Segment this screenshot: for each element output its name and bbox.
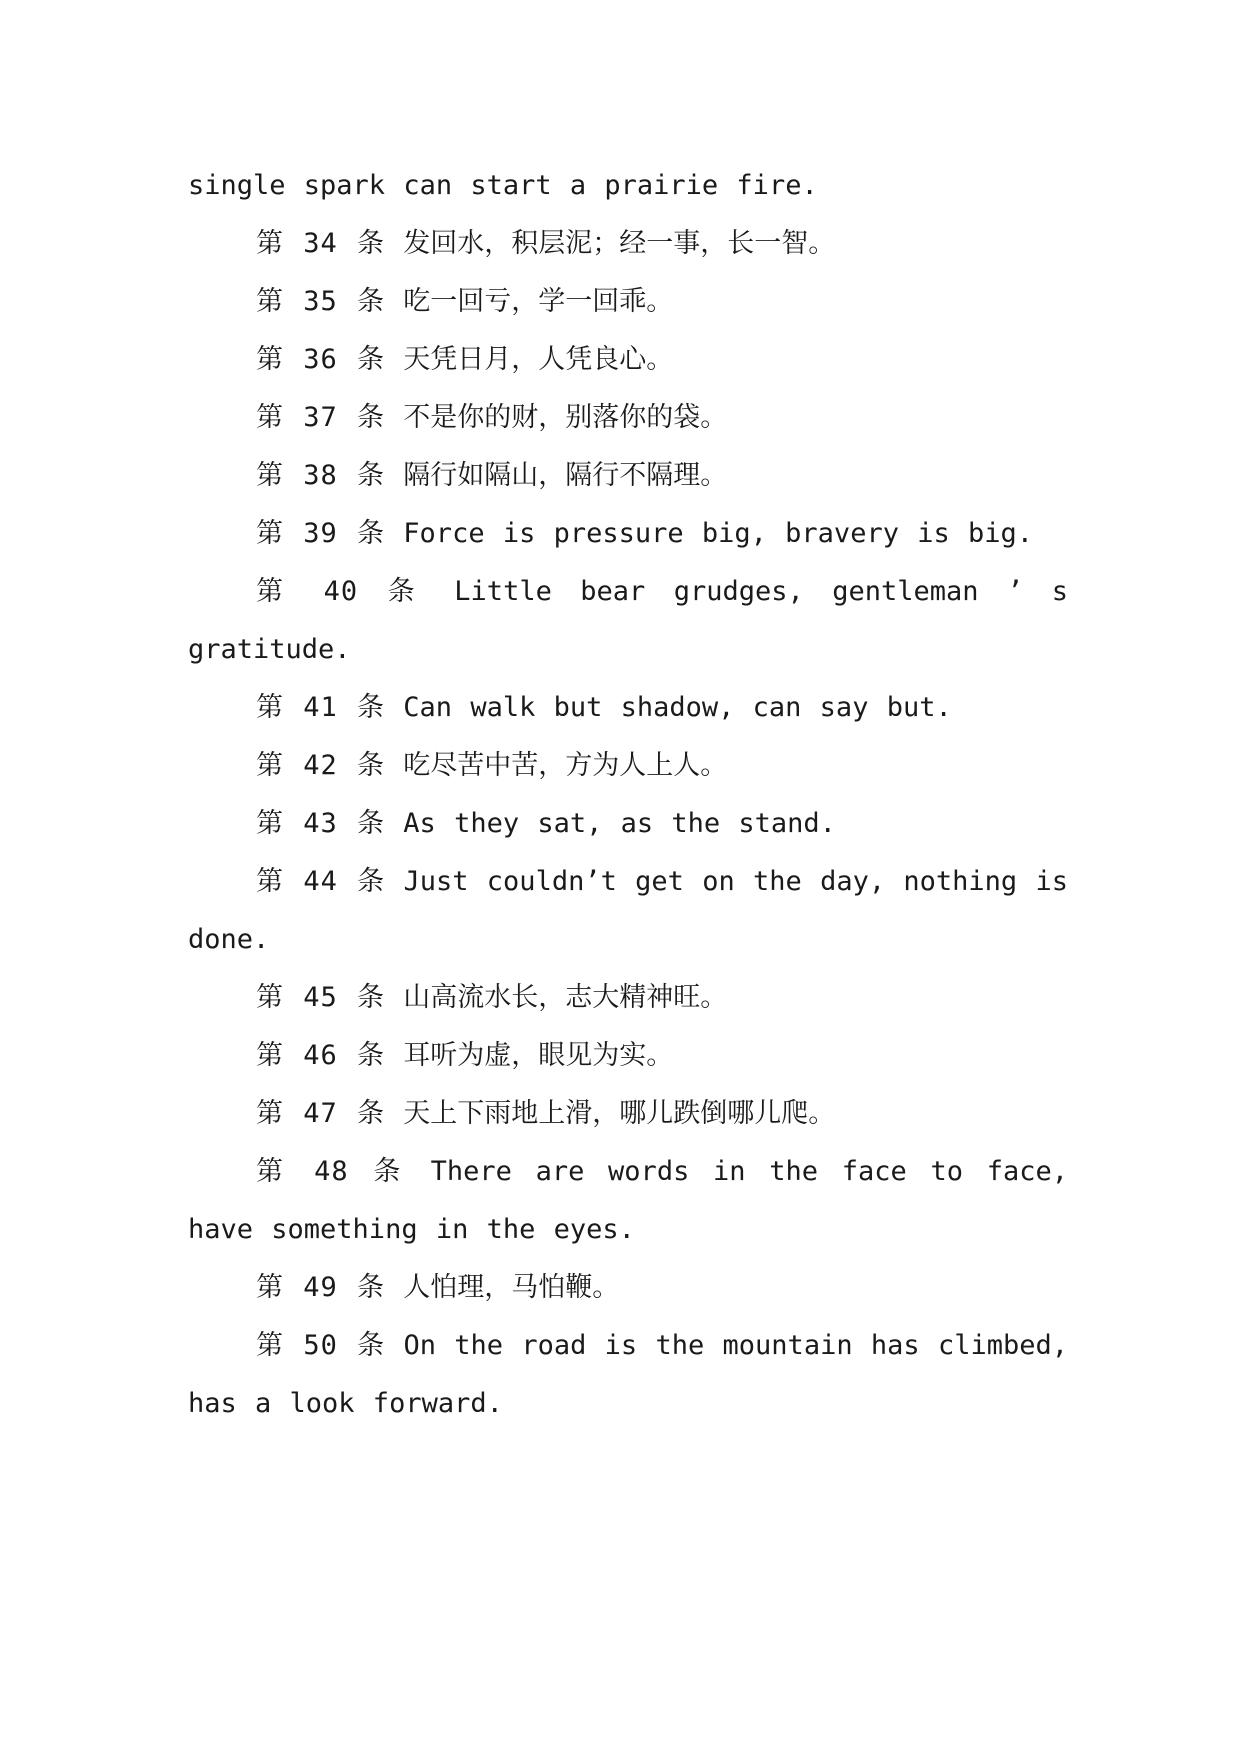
paragraph-text: There are words in the face to face, have something in the eyes. <box>188 1156 1068 1245</box>
paragraph-text: Just couldn’t get on the day, nothing is done. <box>188 866 1068 955</box>
item-number: 第 45 条 <box>256 982 386 1013</box>
paragraph-text: 耳听为虚，眼见为实。 <box>403 1040 674 1071</box>
paragraph <box>188 389 1068 447</box>
item-number: 第 39 条 <box>256 518 386 549</box>
paragraph <box>188 157 1068 215</box>
paragraph <box>188 1259 1068 1317</box>
paragraph <box>188 737 1068 795</box>
paragraph <box>188 853 1068 969</box>
paragraph-text: 不是你的财，别落你的袋。 <box>403 402 728 433</box>
item-number: 第 48 条 <box>256 1156 407 1187</box>
paragraph <box>188 679 1068 737</box>
paragraph-text: 吃一回亏，学一回乖。 <box>403 286 674 317</box>
paragraph <box>188 1143 1068 1259</box>
item-number: 第 36 条 <box>256 344 386 375</box>
paragraph <box>188 795 1068 853</box>
paragraph <box>188 1085 1068 1143</box>
paragraph <box>188 1027 1068 1085</box>
item-number: 第 50 条 <box>256 1330 386 1361</box>
paragraph-text: 山高流水长，志大精神旺。 <box>403 982 728 1013</box>
paragraph-text: 人怕理，马怕鞭。 <box>403 1272 620 1303</box>
item-number: 第 46 条 <box>256 1040 386 1071</box>
paragraph-text: 隔行如隔山，隔行不隔理。 <box>403 460 728 491</box>
item-number: 第 47 条 <box>256 1098 386 1129</box>
paragraph-text: Can walk but shadow, can say but. <box>403 692 952 723</box>
item-number: 第 38 条 <box>256 460 386 491</box>
paragraph <box>188 969 1068 1027</box>
paragraph <box>188 215 1068 273</box>
paragraph-text: On the road is the mountain has climbed, has a look forward. <box>188 1330 1068 1419</box>
item-number: 第 42 条 <box>256 750 386 781</box>
item-number: 第 43 条 <box>256 808 386 839</box>
paragraph <box>188 331 1068 389</box>
item-number: 第 35 条 <box>256 286 386 317</box>
paragraph <box>188 563 1068 679</box>
item-number: 第 37 条 <box>256 402 386 433</box>
paragraph <box>188 505 1068 563</box>
paragraph-text: single spark can start a prairie fire. <box>188 170 818 201</box>
paragraph <box>188 447 1068 505</box>
item-number: 第 44 条 <box>256 866 386 897</box>
paragraph-text: 天凭日月，人凭良心。 <box>403 344 674 375</box>
item-number: 第 34 条 <box>256 228 386 259</box>
paragraph <box>188 1317 1068 1433</box>
paragraph-text: 吃尽苦中苦，方为人上人。 <box>403 750 728 781</box>
document-body <box>188 157 1068 1433</box>
item-number: 第 41 条 <box>256 692 386 723</box>
paragraph-text: As they sat, as the stand. <box>403 808 836 839</box>
paragraph-text: 天上下雨地上滑，哪儿跌倒哪儿爬。 <box>403 1098 836 1129</box>
item-number: 第 49 条 <box>256 1272 386 1303</box>
item-number: 第 40 条 <box>256 576 426 607</box>
paragraph-text: Little bear grudges, gentleman ’ s gratitude. <box>188 576 1068 665</box>
paragraph <box>188 273 1068 331</box>
paragraph-text: 发回水，积层泥；经一事，长一智。 <box>403 228 836 259</box>
paragraph-text: Force is pressure big, bravery is big. <box>403 518 1034 549</box>
